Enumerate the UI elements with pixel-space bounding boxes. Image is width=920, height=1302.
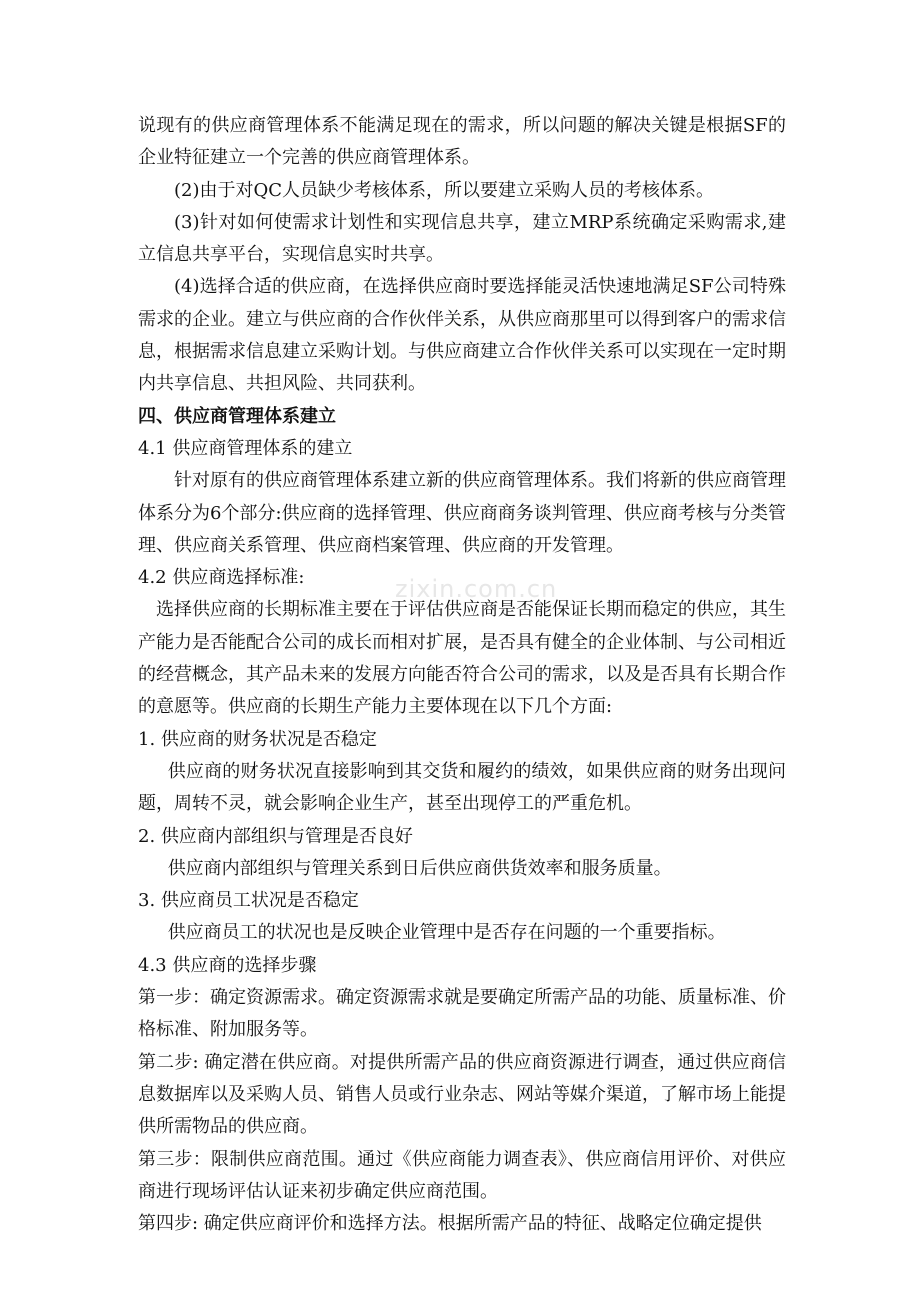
criterion-body-2: 供应商内部组织与管理关系到日后供应商供货效率和服务质量。 bbox=[167, 857, 672, 879]
paragraph-4-1-body: 针对原有的供应商管理体系建立新的供应商管理体系。我们将新的供应商管理体系分为6个部分:供应商的选择管理、供应商商务谈判管理、供应商考核与分类管理、供应商关系管理、供应商档案管理、供应商的开发管理。 bbox=[138, 470, 786, 556]
subsection-heading-4-1: 4.1 供应商管理体系的建立 bbox=[138, 437, 353, 459]
subsection-heading-4-2: 4.2 供应商选择标准: bbox=[138, 567, 305, 589]
criterion-body-1: 供应商的财务状况直接影响到其交货和履约的绩效，如果供应商的财务出现问题，周转不灵，就会影响企业生产，甚至出现停工的严重危机。 bbox=[138, 760, 786, 815]
section-heading-4: 四、供应商管理体系建立 bbox=[138, 405, 336, 427]
document-body bbox=[138, 110, 786, 1240]
criterion-heading-1: 1. 供应商的财务状况是否稳定 bbox=[138, 728, 377, 750]
watermark: zixin.com.cn bbox=[395, 575, 558, 603]
paragraph-point-2: (2)由于对QC人员缺少考核体系，所以要建立采购人员的考核体系。 bbox=[174, 179, 715, 201]
step-3: 第三步：限制供应商范围。通过《供应商能力调查表》、供应商信用评价、对供应商进行现场评估认证来初步确定供应商范围。 bbox=[138, 1148, 786, 1202]
paragraph-point-4: (4)选择合适的供应商，在选择供应商时要选择能灵活快速地满足SF公司特殊需求的企业。建立与供应商的合作伙伴关系，从供应商那里可以得到客户的需求信息，根据需求信息建立采购计划。与供应商建立合作伙伴关系可以实现在一定时期内共享信息、共担风险、共同获利。 bbox=[138, 276, 786, 395]
subsection-heading-4-3: 4.3 供应商的选择步骤 bbox=[138, 954, 317, 976]
step-2: 第二步: 确定潜在供应商。对提供所需产品的供应商资源进行调查，通过供应商信息数据库以及采购人员、销售人员或行业杂志、网站等媒介渠道，了解市场上能提供所需物品的供应商。 bbox=[138, 1051, 786, 1138]
criterion-body-3: 供应商员工的状况也是反映企业管理中是否存在问题的一个重要指标。 bbox=[167, 922, 726, 944]
criterion-heading-3: 3. 供应商员工状况是否稳定 bbox=[138, 890, 359, 912]
criterion-heading-2: 2. 供应商内部组织与管理是否良好 bbox=[138, 825, 413, 847]
paragraph-intro: 说现有的供应商管理体系不能满足现在的需求，所以问题的解决关键是根据SF的企业特征建立一个完善的供应商管理体系。 bbox=[138, 115, 786, 169]
step-4: 第四步: 确定供应商评价和选择方法。根据所需产品的特征、战略定位确定提供 bbox=[138, 1213, 762, 1235]
step-1: 第一步：确定资源需求。确定资源需求就是要确定所需产品的功能、质量标准、价格标准、附加服务等。 bbox=[138, 987, 786, 1041]
paragraph-point-3: (3)针对如何使需求计划性和实现信息共享，建立MRP系统确定采购需求,建立信息共享平台，实现信息实时共享。 bbox=[138, 211, 786, 266]
paragraph-4-2-body: 选择供应商的长期标准主要在于评估供应商是否能保证长期而稳定的供应，其生产能力是否能配合公司的成长而相对扩展，是否具有健全的企业体制、与公司相近的经营概念，其产品未来的发展方向能否符合公司的需求，以及是否具有长期合作的意愿等。供应商的长期生产能力主要体现在以下几个方面: bbox=[138, 599, 786, 718]
